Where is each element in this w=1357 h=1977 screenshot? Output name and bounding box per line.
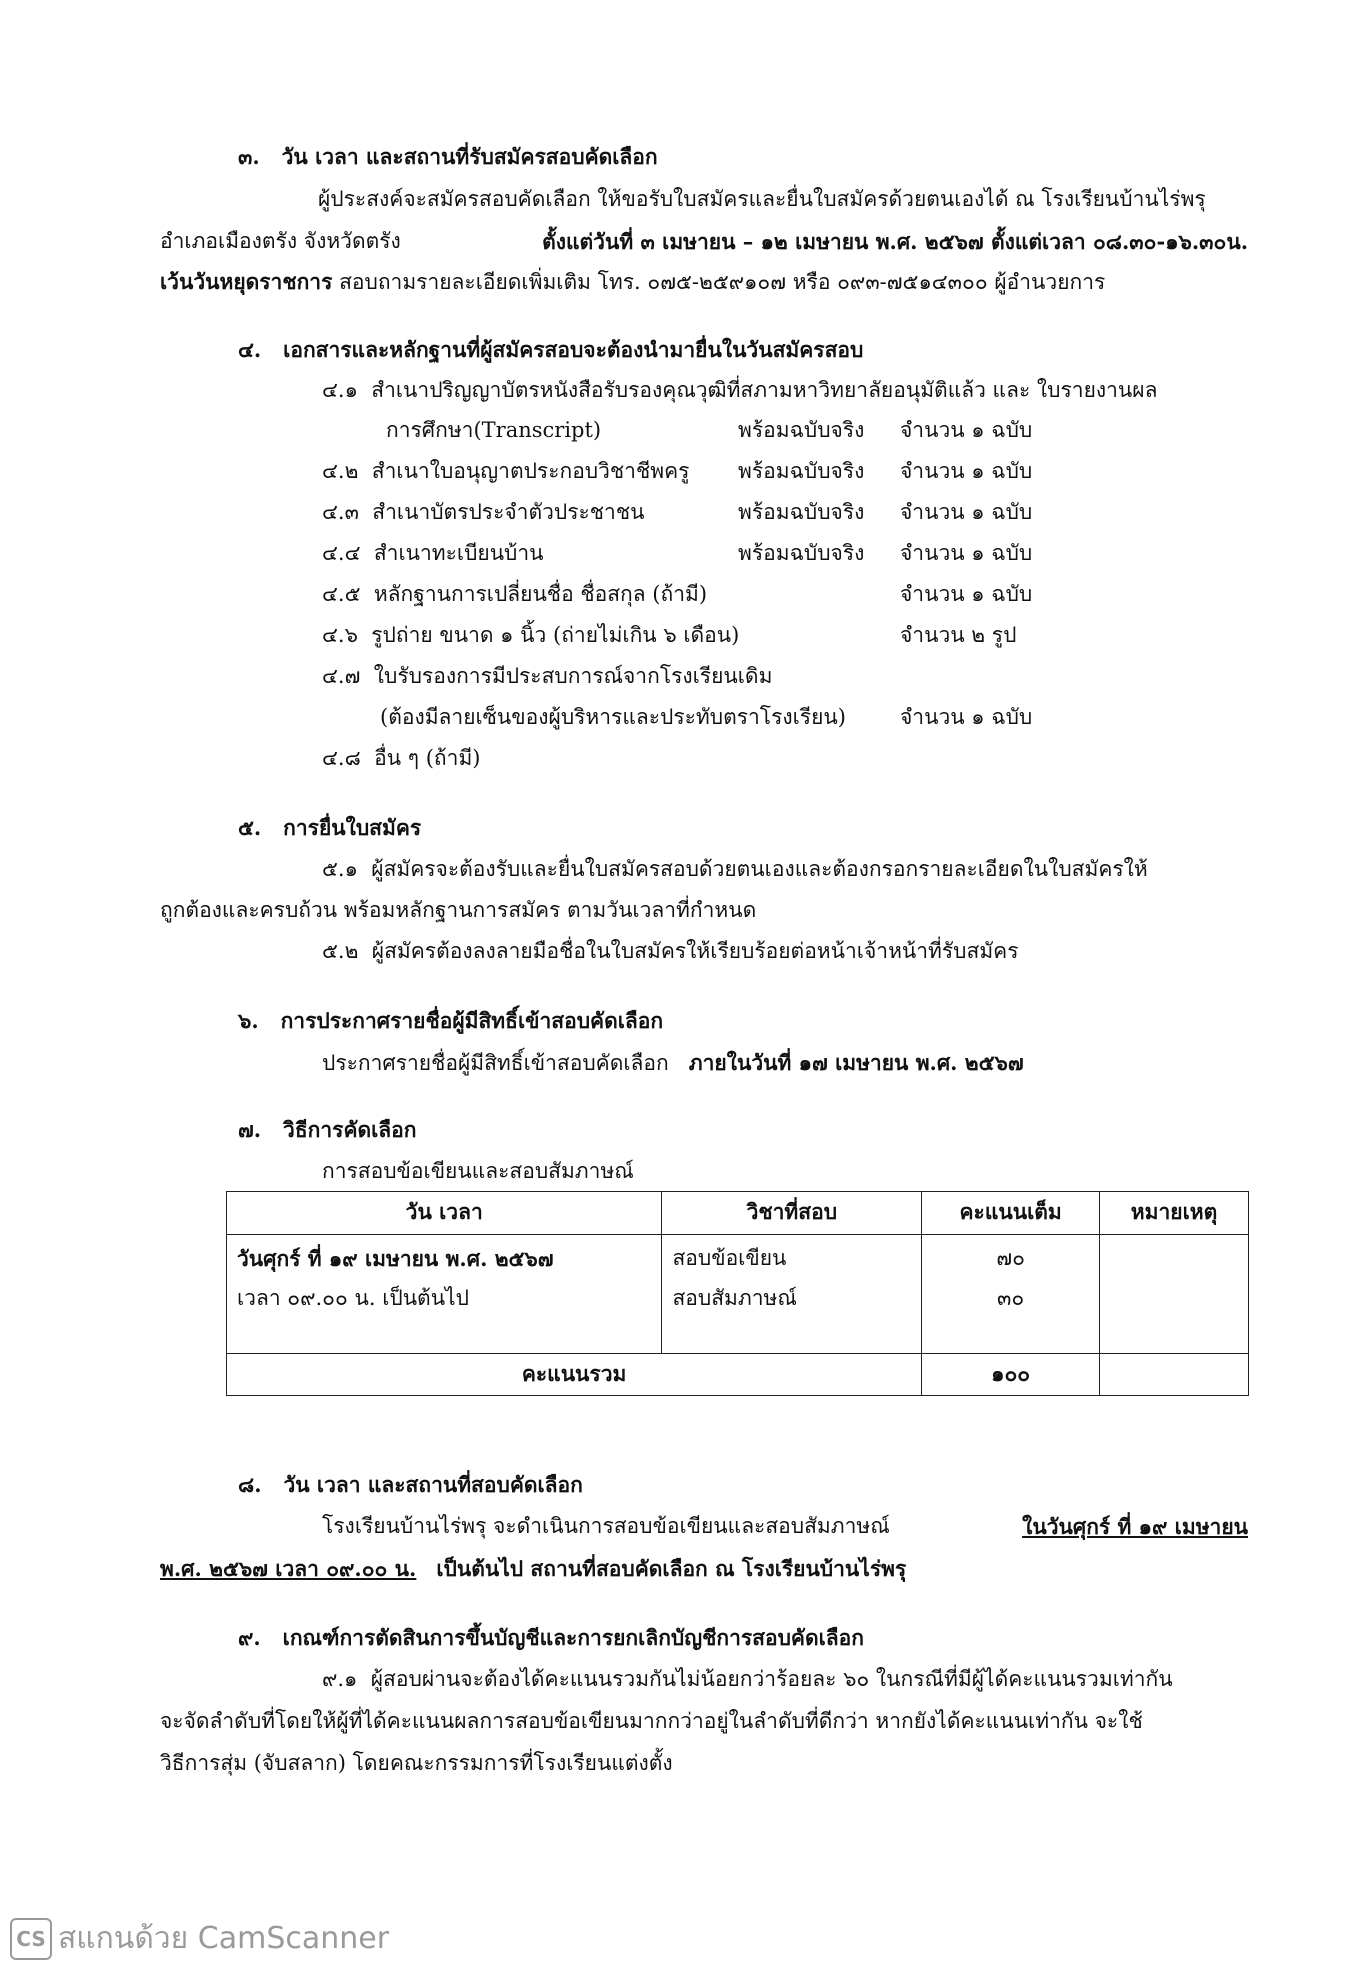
- camscanner-logo-icon: CS: [10, 1918, 52, 1960]
- section-4-heading: ๔. เอกสารและหลักฐานที่ผู้สมัครสอบจะต้องนำมายื่นในวันสมัครสอบ: [238, 337, 864, 362]
- section-5-p1-line-1: ๕.๑ ผู้สมัครจะต้องรับและยื่นใบสมัครสอบด้วยตนเองและต้องกรอกรายละเอียดในใบสมัครให้: [322, 857, 1148, 881]
- doc-item-7-cont: (ต้องมีลายเซ็นของผู้บริหารและประทับตราโรงเรียน): [380, 705, 846, 729]
- doc-item-3-qty: จำนวน ๑ ฉบับ: [900, 500, 1033, 524]
- exam-score-cell: ๗๐ ๓๐: [922, 1235, 1100, 1354]
- doc-item-1: ๔.๑ สำเนาปริญญาบัตรหนังสือรับรองคุณวุฒิที่สภามหาวิทยาลัยอนุมัติแล้ว และ ใบรายงานผล: [322, 378, 1158, 402]
- doc-item-1-qty: จำนวน ๑ ฉบับ: [900, 418, 1033, 442]
- watermark-text: สแกนด้วย CamScanner: [58, 1921, 390, 1956]
- exam-subject-cell: สอบข้อเขียน สอบสัมภาษณ์: [662, 1235, 922, 1354]
- doc-item-2-original: พร้อมฉบับจริง: [738, 459, 865, 483]
- section-3-number: ๓.: [238, 144, 260, 169]
- doc-item-6-qty: จำนวน ๒ รูป: [900, 623, 1017, 647]
- exam-schedule-table: [226, 1191, 1249, 1396]
- doc-item-4-qty: จำนวน ๑ ฉบับ: [900, 541, 1033, 565]
- doc-item-7: ๔.๗ ใบรับรองการมีประสบการณ์จากโรงเรียนเดิม: [322, 664, 773, 688]
- doc-item-5-qty: จำนวน ๑ ฉบับ: [900, 582, 1033, 606]
- section-3-line-1: ผู้ประสงค์จะสมัครสอบคัดเลือก ให้ขอรับใบสมัครและยื่นใบสมัครด้วยตนเองได้ ณ โรงเรียนบ้านไร่พรุ: [318, 187, 1206, 211]
- header-date-time: วัน เวลา: [227, 1192, 662, 1235]
- section-3-line-3: เว้นวันหยุดราชการ สอบถามรายละเอียดเพิ่มเติม โทร. ๐๗๕-๒๕๙๑๐๗ หรือ ๐๙๓-๗๕๑๔๓๐๐ ผู้อำนวยการ: [160, 269, 1106, 294]
- exam-date-underlined: ในวันศุกร์ ที่ ๑๙ เมษายน: [1022, 1514, 1248, 1539]
- announcement-date: ภายในวันที่ ๑๗ เมษายน พ.ศ. ๒๕๖๗: [688, 1050, 1024, 1075]
- exam-remarks-cell: [1100, 1235, 1249, 1354]
- total-score-cell: ๑๐๐: [922, 1354, 1100, 1396]
- section-9-line-1: ๙.๑ ผู้สอบผ่านจะต้องได้คะแนนรวมกันไม่น้อยกว่าร้อยละ ๖๐ ในกรณีที่มีผู้ได้คะแนนรวมเท่ากัน: [322, 1667, 1173, 1691]
- section-3-heading: [238, 144, 658, 169]
- section-9-heading: ๙. เกณฑ์การตัดสินการขึ้นบัญชีและการยกเลิกบัญชีการสอบคัดเลือก: [238, 1625, 864, 1650]
- section-8-heading: ๘. วัน เวลา และสถานที่สอบคัดเลือก: [238, 1472, 583, 1497]
- table-total-row: [227, 1354, 1249, 1396]
- section-3-title: วัน เวลา และสถานที่รับสมัครสอบคัดเลือก: [281, 144, 658, 169]
- header-subject: วิชาที่สอบ: [662, 1192, 922, 1235]
- doc-item-1-cont: การศึกษา(Transcript): [386, 418, 602, 442]
- doc-item-4: ๔.๔ สำเนาทะเบียนบ้าน: [322, 541, 544, 565]
- section-8-line-1: โรงเรียนบ้านไร่พรุ จะดำเนินการสอบข้อเขียนและสอบสัมภาษณ์ ในวันศุกร์ ที่ ๑๙ เมษายน: [322, 1514, 1248, 1539]
- section-5-heading: ๕. การยื่นใบสมัคร: [238, 815, 422, 840]
- total-label-cell: คะแนนรวม: [227, 1354, 922, 1396]
- doc-item-1-original: พร้อมฉบับจริง: [738, 418, 865, 442]
- header-remarks: หมายเหตุ: [1100, 1192, 1249, 1235]
- total-remarks-cell: [1100, 1354, 1249, 1396]
- doc-item-2-qty: จำนวน ๑ ฉบับ: [900, 459, 1033, 483]
- doc-item-6: ๔.๖ รูปถ่าย ขนาด ๑ นิ้ว (ถ่ายไม่เกิน ๖ เดือน): [322, 623, 740, 647]
- exam-date-cell: วันศุกร์ ที่ ๑๙ เมษายน พ.ศ. ๒๕๖๗ เวลา ๐๙.๐๐ น. เป็นต้นไป: [227, 1235, 662, 1354]
- doc-item-2: ๔.๒ สำเนาใบอนุญาตประกอบวิชาชีพครู: [322, 459, 690, 483]
- header-full-score: คะแนนเต็ม: [922, 1192, 1100, 1235]
- section-8-line-2: พ.ศ. ๒๕๖๗ เวลา ๐๙.๐๐ น. เป็นต้นไป สถานที่สอบคัดเลือก ณ โรงเรียนบ้านไร่พรุ: [160, 1556, 907, 1581]
- doc-item-3: ๔.๓ สำเนาบัตรประจำตัวประชาชน: [322, 500, 645, 524]
- doc-item-7-qty: จำนวน ๑ ฉบับ: [900, 705, 1033, 729]
- table-header-row: [227, 1192, 1249, 1235]
- section-3-line-2: อำเภอเมืองตรัง จังหวัดตรัง ตั้งแต่วันที่ ๓ เมษายน – ๑๒ เมษายน พ.ศ. ๒๕๖๗ ตั้งแต่เวลา ๐๘.๓๐-๑๖.๓๐น.: [160, 229, 1248, 254]
- doc-item-8: ๔.๘ อื่น ๆ (ถ้ามี): [322, 746, 481, 770]
- table-row: [227, 1235, 1249, 1354]
- exam-time-underlined: พ.ศ. ๒๕๖๗ เวลา ๐๙.๐๐ น.: [160, 1556, 417, 1581]
- section-6-line: ประกาศรายชื่อผู้มีสิทธิ์เข้าสอบคัดเลือก ภายในวันที่ ๑๗ เมษายน พ.ศ. ๒๕๖๗: [322, 1050, 1024, 1075]
- section-9-line-2: จะจัดลำดับที่โดยให้ผู้ที่ได้คะแนนผลการสอบข้อเขียนมากกว่าอยู่ในลำดับที่ดีกว่า หากยังได้คะแนนเท่ากัน จะใช้: [160, 1709, 1143, 1733]
- section-5-p1-line-2: ถูกต้องและครบถ้วน พร้อมหลักฐานการสมัคร ตามวันเวลาที่กำหนด: [160, 898, 757, 922]
- section-6-heading: ๖. การประกาศรายชื่อผู้มีสิทธิ์เข้าสอบคัดเลือก: [238, 1008, 664, 1033]
- doc-item-3-original: พร้อมฉบับจริง: [738, 500, 865, 524]
- doc-item-4-original: พร้อมฉบับจริง: [738, 541, 865, 565]
- doc-item-5: ๔.๕ หลักฐานการเปลี่ยนชื่อ ชื่อสกุล (ถ้ามี): [322, 582, 708, 606]
- camscanner-watermark: [10, 1915, 389, 1962]
- contact-phones: สอบถามรายละเอียดเพิ่มเติม โทร. ๐๗๕-๒๕๙๑๐๗ หรือ ๐๙๓-๗๕๑๔๓๐๐ ผู้อำนวยการ: [339, 270, 1106, 294]
- section-9-line-3: วิธีการสุ่ม (จับสลาก) โดยคณะกรรมการที่โรงเรียนแต่งตั้ง: [160, 1751, 673, 1775]
- section-5-p2: ๕.๒ ผู้สมัครต้องลงลายมือชื่อในใบสมัครให้เรียบร้อยต่อหน้าเจ้าหน้าที่รับสมัคร: [322, 939, 1019, 963]
- application-period: ตั้งแต่วันที่ ๓ เมษายน – ๑๒ เมษายน พ.ศ. ๒๕๖๗ ตั้งแต่เวลา ๐๘.๓๐-๑๖.๓๐น.: [542, 229, 1248, 254]
- section-7-heading: ๗. วิธีการคัดเลือก: [238, 1117, 417, 1142]
- section-7-intro: การสอบข้อเขียนและสอบสัมภาษณ์: [322, 1159, 634, 1183]
